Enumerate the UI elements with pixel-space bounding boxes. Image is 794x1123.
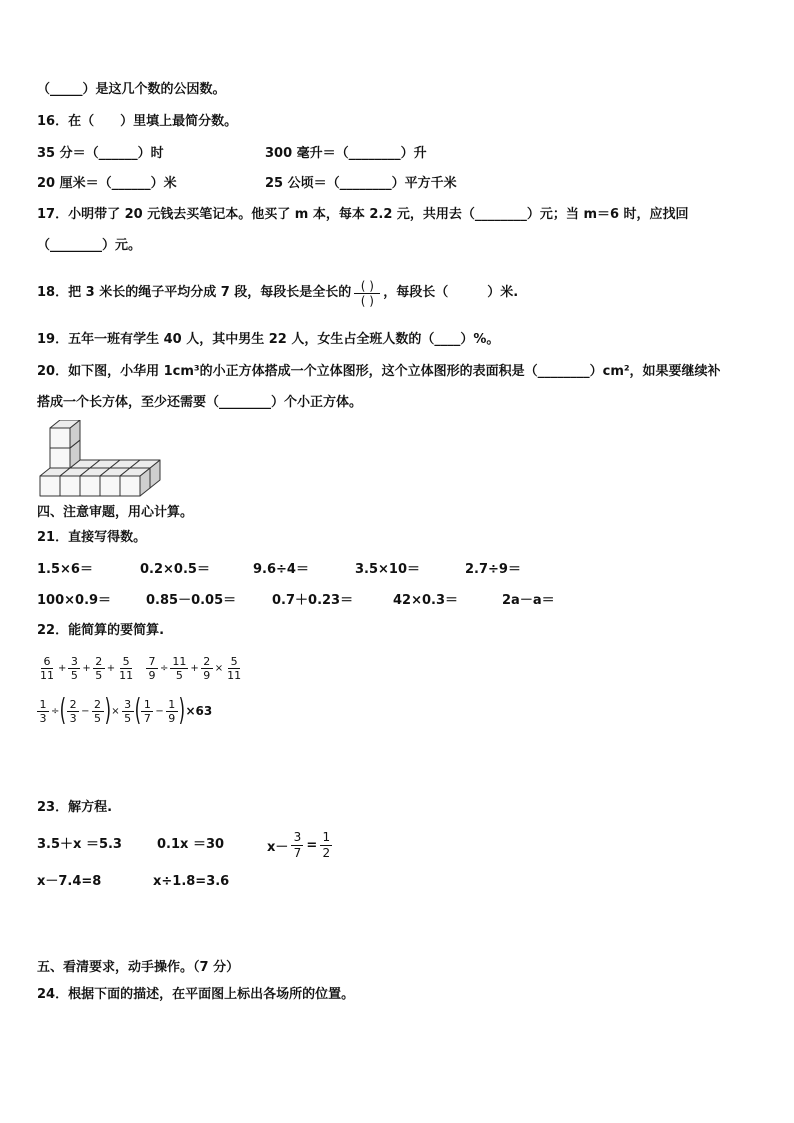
q20-line2: 搭成一个长方体，至少还需要（________）个小正方体。 [37,395,363,410]
denominator: 11 [227,668,242,682]
q16-item: 25 公顷＝（________）平方千米 [265,176,457,191]
q21-problem: 1.5×6＝ [37,562,93,577]
q18-text-before: 18．把 3 米长的绳子平均分成 7 段，每段长是全长的 [37,285,352,300]
operator: = [306,837,318,853]
numerator: 2 [67,698,79,712]
q21-problem: 0.7＋0.23＝ [272,593,354,608]
denominator: 9 [148,668,156,682]
q22-title: 22．能简算的要简算. [37,623,165,638]
denominator: 5 [94,711,101,725]
denominator: 3 [39,711,47,725]
operator: − [81,705,90,717]
fraction [166,698,178,725]
operator: + [106,662,116,674]
numerator: 2 [92,698,104,712]
parenthesis: ) [178,693,185,728]
operator: × [111,705,120,717]
parenthesis: ( [60,693,67,728]
cube-front-face [120,476,140,496]
numerator: 2 [201,655,213,669]
cube-front-face [100,476,120,496]
q23-equation: 3.5＋x ＝5.3 [37,837,122,852]
cube-front-face [50,448,70,468]
q21-title: 21．直接写得数。 [37,530,147,545]
q19-line: 19．五年一班有学生 40 人，其中男生 22 人，女生占全班人数的（____）%。 [37,332,500,347]
cube-stack-figure [38,420,162,498]
denominator: 5 [124,711,132,725]
fraction [291,830,303,861]
q21-problem: 42×0.3＝ [393,593,459,608]
fraction [225,655,243,682]
denominator: 5 [175,668,183,682]
operator: + [82,662,91,674]
operator: ÷ [160,662,169,674]
fraction [201,655,213,682]
denominator: 5 [95,668,103,682]
denominator: 5 [70,668,78,682]
operator: + [190,662,199,674]
fraction [141,698,153,725]
cube-front-face [80,476,100,496]
q23-equation: x－7.4=8 [37,874,102,889]
section-5-heading: 五、看清要求，动手操作。（7 分） [37,960,240,975]
q24-line: 24．根据下面的描述，在平面图上标出各场所的位置。 [37,987,355,1002]
denominator: 9 [168,711,176,725]
fraction [117,655,135,682]
q16-title: 16．在（ ）里填上最简分数。 [37,114,238,129]
numerator: 1 [141,698,153,712]
denominator: 3 [69,711,77,725]
q23-equation: x÷1.8=3.6 [153,874,230,889]
cube-front-face [60,476,80,496]
operator: ÷ [51,705,60,717]
numerator: 5 [120,655,132,669]
cube-front-face [40,476,60,496]
q22-expression-2 [145,650,244,686]
fraction [170,655,188,682]
fraction [37,698,49,725]
unit-cube [120,468,150,496]
q21-problem: 0.2×0.5＝ [140,562,210,577]
numerator: 1 [320,830,332,846]
numerator: 3 [291,830,303,846]
q16-item: 35 分＝（______）时 [37,146,164,161]
numerator: 1 [166,698,178,712]
q16-item: 20 厘米＝（______）米 [37,176,177,191]
operator: × [214,662,224,674]
denominator: 11 [119,668,134,682]
q22-expression-3 [36,693,213,729]
denominator: 11 [40,668,54,682]
numerator: 2 [93,655,105,669]
q15-tail-line: （_____）是这几个数的公因数。 [37,82,226,97]
q21-problem: 3.5×10＝ [355,562,421,577]
q18-text-after: ，每段长（ ）米. [383,285,519,300]
q18-blank-fraction [354,279,380,308]
q20-line1: 20．如下图，小华用 1cm³的小正方体搭成一个立体图形，这个立体图形的表面积是（________）cm²，如果要继续补 [37,364,721,379]
numerator: 3 [68,655,80,669]
operator: ×63 [185,704,213,718]
cube-front-face [50,428,70,448]
fraction [146,655,158,682]
q21-problem: 0.85－0.05＝ [146,593,237,608]
q17-line2: （________）元。 [37,238,142,253]
numerator: 1 [37,698,49,712]
fraction [122,698,134,725]
q21-problem: 9.6÷4＝ [253,562,309,577]
q23-equation: 0.1x ＝30 [157,837,225,852]
unit-cube [50,420,80,448]
q18-fraction-numerator: ( ) [354,279,380,294]
fraction [38,655,56,682]
q21-problem: 100×0.9＝ [37,593,112,608]
q21-problem: 2.7÷9＝ [465,562,521,577]
numerator: 11 [172,654,187,668]
operator: + [58,662,67,674]
operator: − [155,705,164,717]
q23-equation-fraction [265,827,333,863]
denominator: 7 [143,711,151,725]
numerator: 3 [122,698,134,712]
q17-line1: 17．小明带了 20 元钱去买笔记本。他买了 m 本，每本 2.2 元，共用去（________）元；当 m＝6 时，应找回 [37,207,689,222]
numerator: 5 [228,655,240,669]
numerator: 7 [146,655,158,669]
fraction [320,830,332,861]
fraction [68,655,80,682]
denominator: 9 [203,668,211,682]
denominator: 7 [293,845,302,860]
denominator: 2 [322,845,331,860]
numerator: 6 [41,655,53,669]
q22-expression-1 [37,650,136,686]
parenthesis: ) [104,693,111,728]
operator: x－ [267,839,289,855]
q18-line [37,277,518,309]
parenthesis: ( [134,693,141,728]
q16-item: 300 毫升＝（________）升 [265,146,427,161]
q18-fraction-denominator: ( ) [360,293,374,308]
q23-title: 23．解方程. [37,800,113,815]
section-4-heading: 四、注意审题，用心计算。 [37,505,194,520]
q21-problem: 2a－a＝ [502,593,555,608]
fraction [93,655,105,682]
fraction [92,698,104,725]
fraction [67,698,79,725]
